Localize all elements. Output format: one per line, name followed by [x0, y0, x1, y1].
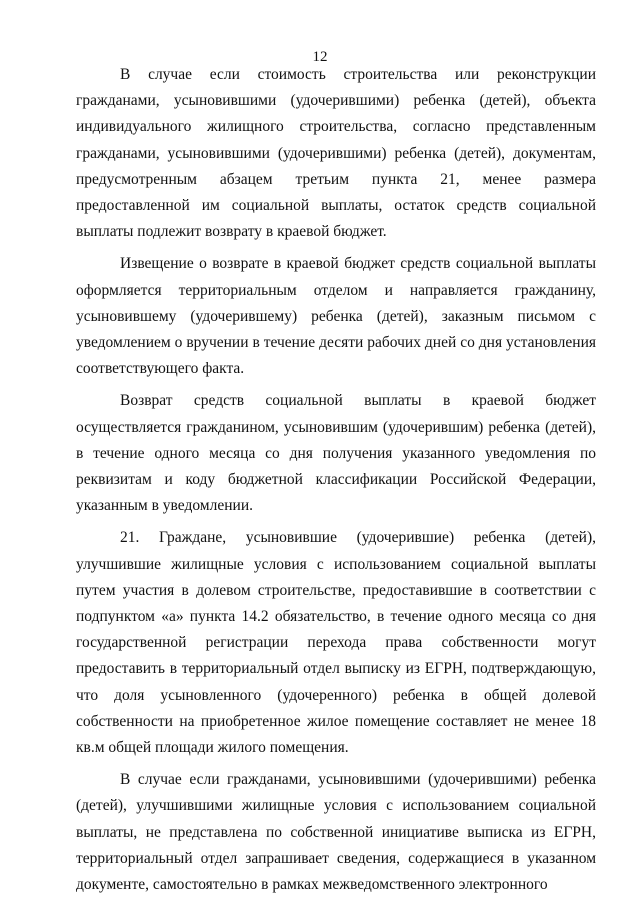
page-number: 12: [312, 49, 328, 65]
paragraph-return-notice: Извещение о возврате в краевой бюджет средств социальной выплаты оформляется территориальным отделом и направляется гражданину, усыновившему (удочерившему) ребенка (детей), заказным письмом с уведомлением о вручении в течение десяти рабочих дней со дня установления соответствующего факта.: [76, 255, 596, 378]
paragraph-return-procedure: Возврат средств социальной выплаты в краевой бюджет осуществляется гражданином, усыновившим (удочерившим) ребенка (детей), в течение одного месяца со дня получения указанного уведомления по реквизитам и коду бюджетной классификации Российской Федерации, указанным в уведомлении.: [76, 392, 596, 515]
document-body: [76, 62, 596, 904]
paragraph-return-excess-funds: В случае если стоимость строительства или реконструкции гражданами, усыновившими (удочерившими) ребенка (детей), объекта индивидуального жилищного строительства, согласно представленным гражданами, усыновившими (удочерившими) ребенка (детей), документам, предусмотренным абзацем третьим пункта 21, менее размера предоставленной им социальной выплаты, остаток средств социальной выплаты подлежит возврату в краевой бюджет.: [76, 66, 596, 241]
paragraph-interagency-request: В случае если гражданами, усыновившими (удочерившими) ребенка (детей), улучшившими жилищные условия с использованием социальной выплаты, не представлена по собственной инициативе выписка из ЕГРН, территориальный отдел запрашивает сведения, содержащиеся в указанном документе, самостоятельно в рамках межведомственного электронного: [76, 771, 596, 894]
paragraph-clause-21: 21. Граждане, усыновившие (удочерившие) ребенка (детей), улучшившие жилищные условия с использованием социальной выплаты путем участия в долевом строительстве, предоставившие в соответствии с подпунктом «а» пункта 14.2 обязательство, в течение одного месяца со дня государственной регистрации перехода права собственности могут предоставить в территориальный отдел выписку из ЕГРН, подтверждающую, что доля усыновленного (удочеренного) ребенка в общей долевой собственности на приобретенное жилое помещение составляет не менее 18 кв.м общей площади жилого помещения.: [76, 529, 596, 757]
